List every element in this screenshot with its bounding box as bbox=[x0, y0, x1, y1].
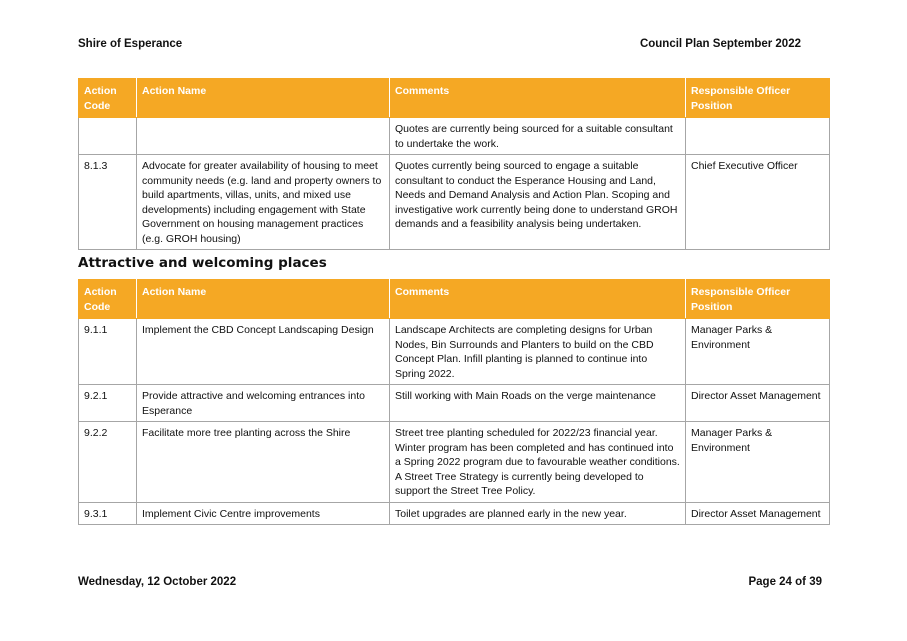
page-number: Page 24 of 39 bbox=[748, 576, 822, 588]
cell-officer: Director Asset Management bbox=[686, 385, 830, 422]
column-header-action-name: Action Name bbox=[137, 79, 390, 118]
cell-action-code: 9.1.1 bbox=[79, 319, 137, 385]
table-row bbox=[79, 502, 830, 525]
cell-comments: Toilet upgrades are planned early in the new year. bbox=[390, 502, 686, 525]
cell-comments: Quotes currently being sourced to engage a suitable consultant to conduct the Esperance Housing and Land, Needs and Demand Analysis and Action Plan. Scoping and investigative work currently being done to understand GROH demands and a feasibility analysis being undertaken. bbox=[390, 155, 686, 250]
column-header-officer: Responsible Officer Position bbox=[686, 79, 830, 118]
cell-officer: Manager Parks & Environment bbox=[686, 422, 830, 503]
cell-comments: Street tree planting scheduled for 2022/23 financial year. Winter program has been completed and has continued into a Spring 2022 program due to favourable weather conditions. A Street Tree Strategy is currently being developed to support the Street Tree Policy. bbox=[390, 422, 686, 503]
cell-officer: Director Asset Management bbox=[686, 502, 830, 525]
column-header-comments: Comments bbox=[390, 280, 686, 319]
cell-action-name: Advocate for greater availability of housing to meet community needs (e.g. land and property owners to build apartments, villas, units, and mixed use developments) including engagement with State Government on housing management practices (e.g. GROH housing) bbox=[137, 155, 390, 250]
actions-table-places bbox=[78, 279, 830, 525]
section-heading: Attractive and welcoming places bbox=[78, 255, 327, 271]
cell-action-name: Implement the CBD Concept Landscaping Design bbox=[137, 319, 390, 385]
cell-action-code: 9.2.1 bbox=[79, 385, 137, 422]
table-row bbox=[79, 385, 830, 422]
cell-action-code bbox=[79, 118, 137, 155]
table-header-row bbox=[79, 79, 830, 118]
cell-officer bbox=[686, 118, 830, 155]
document-organization: Shire of Esperance bbox=[78, 38, 183, 50]
cell-action-code: 9.3.1 bbox=[79, 502, 137, 525]
column-header-comments: Comments bbox=[390, 79, 686, 118]
column-header-action-name: Action Name bbox=[137, 280, 390, 319]
column-header-officer: Responsible Officer Position bbox=[686, 280, 830, 319]
column-header-action-code: Action Code bbox=[79, 280, 137, 319]
table-row bbox=[79, 319, 830, 385]
table-row bbox=[79, 118, 830, 155]
cell-comments: Still working with Main Roads on the verge maintenance bbox=[390, 385, 686, 422]
column-header-action-code: Action Code bbox=[79, 79, 137, 118]
cell-action-name bbox=[137, 118, 390, 155]
cell-action-name: Provide attractive and welcoming entrances into Esperance bbox=[137, 385, 390, 422]
footer-date: Wednesday, 12 October 2022 bbox=[78, 576, 237, 588]
cell-comments: Quotes are currently being sourced for a suitable consultant to undertake the work. bbox=[390, 118, 686, 155]
table-row bbox=[79, 155, 830, 250]
table-header-row bbox=[79, 280, 830, 319]
cell-officer: Chief Executive Officer bbox=[686, 155, 830, 250]
cell-action-code: 8.1.3 bbox=[79, 155, 137, 250]
cell-action-code: 9.2.2 bbox=[79, 422, 137, 503]
document-title: Council Plan September 2022 bbox=[639, 38, 801, 50]
table-row bbox=[79, 422, 830, 503]
cell-action-name: Implement Civic Centre improvements bbox=[137, 502, 390, 525]
actions-table-housing bbox=[78, 78, 830, 250]
cell-officer: Manager Parks & Environment bbox=[686, 319, 830, 385]
cell-comments: Landscape Architects are completing designs for Urban Nodes, Bin Surrounds and Planters to build on the CBD Concept Plan. Infill planting is planned to continue into Spring 2022. bbox=[390, 319, 686, 385]
cell-action-name: Facilitate more tree planting across the Shire bbox=[137, 422, 390, 503]
